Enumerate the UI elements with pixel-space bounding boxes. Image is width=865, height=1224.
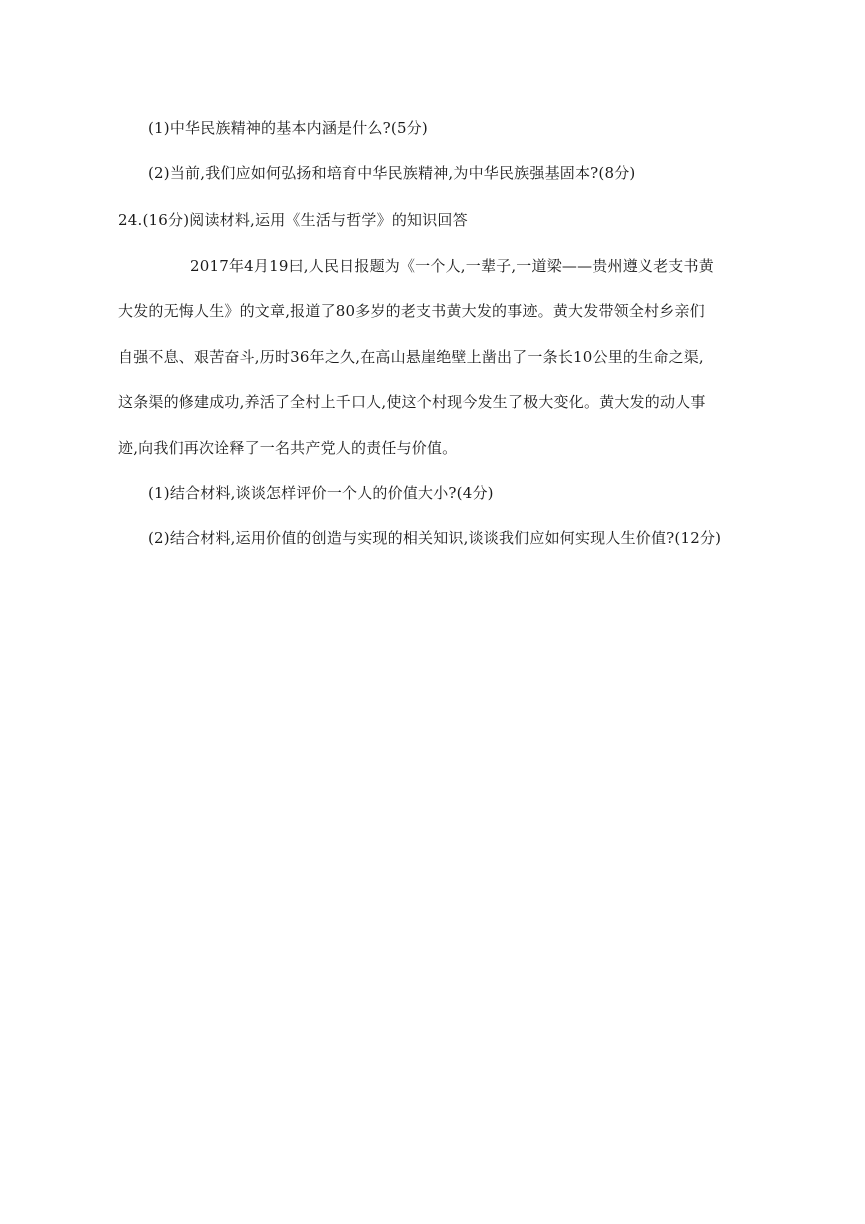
q23-sub-question-2: (2)当前,我们应如何弘扬和培育中华民族精神,为中华民族强基固本?(8分) xyxy=(148,164,636,182)
material-line-3: 自强不息、艰苦奋斗,历时36年之久,在高山悬崖绝壁上凿出了一条长10公里的生命之渠, xyxy=(118,348,704,366)
material-line-1: 2017年4月19曰,人民日报题为《一个人,一辈子,一道梁——贵州遵义老支书黄 xyxy=(190,257,714,275)
material-line-5: 迹,向我们再次诠释了一名共产党人的责任与价值。 xyxy=(118,439,458,457)
q24-sub-question-2: (2)结合材料,运用价值的创造与实现的相关知识,谈谈我们应如何实现人生价值?(12分) xyxy=(148,529,722,547)
material-line-2: 大发的无悔人生》的文章,报道了80多岁的老支书黄大发的事迹。黄大发带领全村乡亲们 xyxy=(118,302,705,320)
material-line-4: 这条渠的修建成功,养活了全村上千口人,使这个村现今发生了极大变化。黄大发的动人事 xyxy=(118,393,706,411)
q24-sub-question-1: (1)结合材料,谈谈怎样评价一个人的价值大小?(4分) xyxy=(148,484,494,502)
q23-sub-question-1: (1)中华民族精神的基本内涵是什么?(5分) xyxy=(148,119,428,137)
q24-heading: 24.(16分)阅读材料,运用《生活与哲学》的知识回答 xyxy=(118,211,468,229)
